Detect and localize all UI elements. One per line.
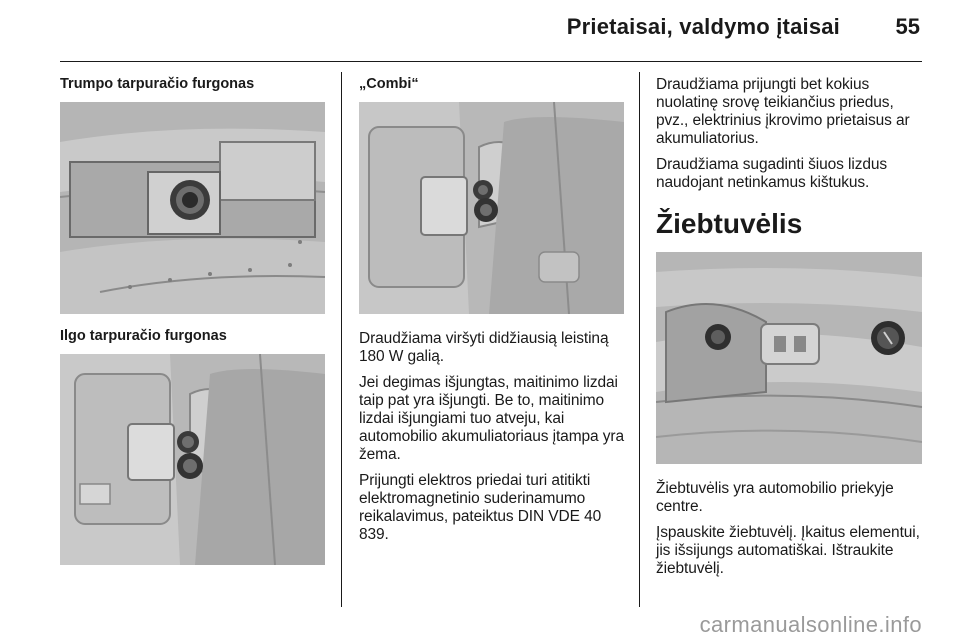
cigarette-lighter-instructions [656, 480, 922, 578]
column-2 [359, 76, 624, 552]
short-wheelbase-heading: Trumpo tarpuračio furgonas [60, 76, 255, 92]
paragraph: Draudžiama sugadinti šiuos lizdus naudojant netinkamus kištukus. [656, 156, 888, 191]
combi-socket-illustration [359, 102, 624, 314]
paragraph: Įspauskite žiebtuvėlį. Įkaitus elementui, jis išsijungs automatiškai. Ištraukite žiebtuvėlį. [656, 524, 920, 577]
combi-heading: „Combi“ [359, 76, 419, 92]
column-divider-2 [639, 72, 640, 607]
socket-warnings [656, 76, 922, 192]
cigarette-lighter-illustration [656, 252, 922, 464]
long-wheelbase-socket-illustration [60, 354, 325, 565]
watermark: carmanualsonline.info [699, 612, 922, 637]
paragraph: Draudžiama prijungti bet kokius nuolatinę srovę teikiančius priedus, pvz., elektrinius įkrovimo prietaisus ar akumuliatorius. [656, 76, 910, 147]
paragraph: Prijungti elektros priedai turi atitikti elektromagnetinio suderinamumo reikalavimus, pateiktus DIN VDE 40 839. [359, 472, 602, 543]
paragraph: Draudžiama viršyti didžiausią leistiną 180 W galią. [359, 330, 609, 365]
long-wheelbase-heading: Ilgo tarpuračio furgonas [60, 328, 227, 344]
page-number: 55 [895, 14, 920, 39]
column-divider-1 [341, 72, 342, 607]
column-1 [60, 76, 325, 565]
cigarette-lighter-section-title: Žiebtuvėlis [656, 208, 803, 239]
header-divider [60, 61, 922, 62]
short-wheelbase-socket-illustration [60, 102, 325, 314]
column-3 [656, 76, 922, 586]
combi-notes [359, 330, 624, 544]
page-header-title: Prietaisai, valdymo įtaisai [566, 14, 840, 39]
paragraph: Žiebtuvėlis yra automobilio priekyje centre. [656, 480, 894, 515]
paragraph: Jei degimas išjungtas, maitinimo lizdai taip pat yra išjungti. Be to, maitinimo lizdai išjungiami tuo atveju, kai automobilio akumuliatoriaus įtampa yra žema. [359, 374, 624, 463]
